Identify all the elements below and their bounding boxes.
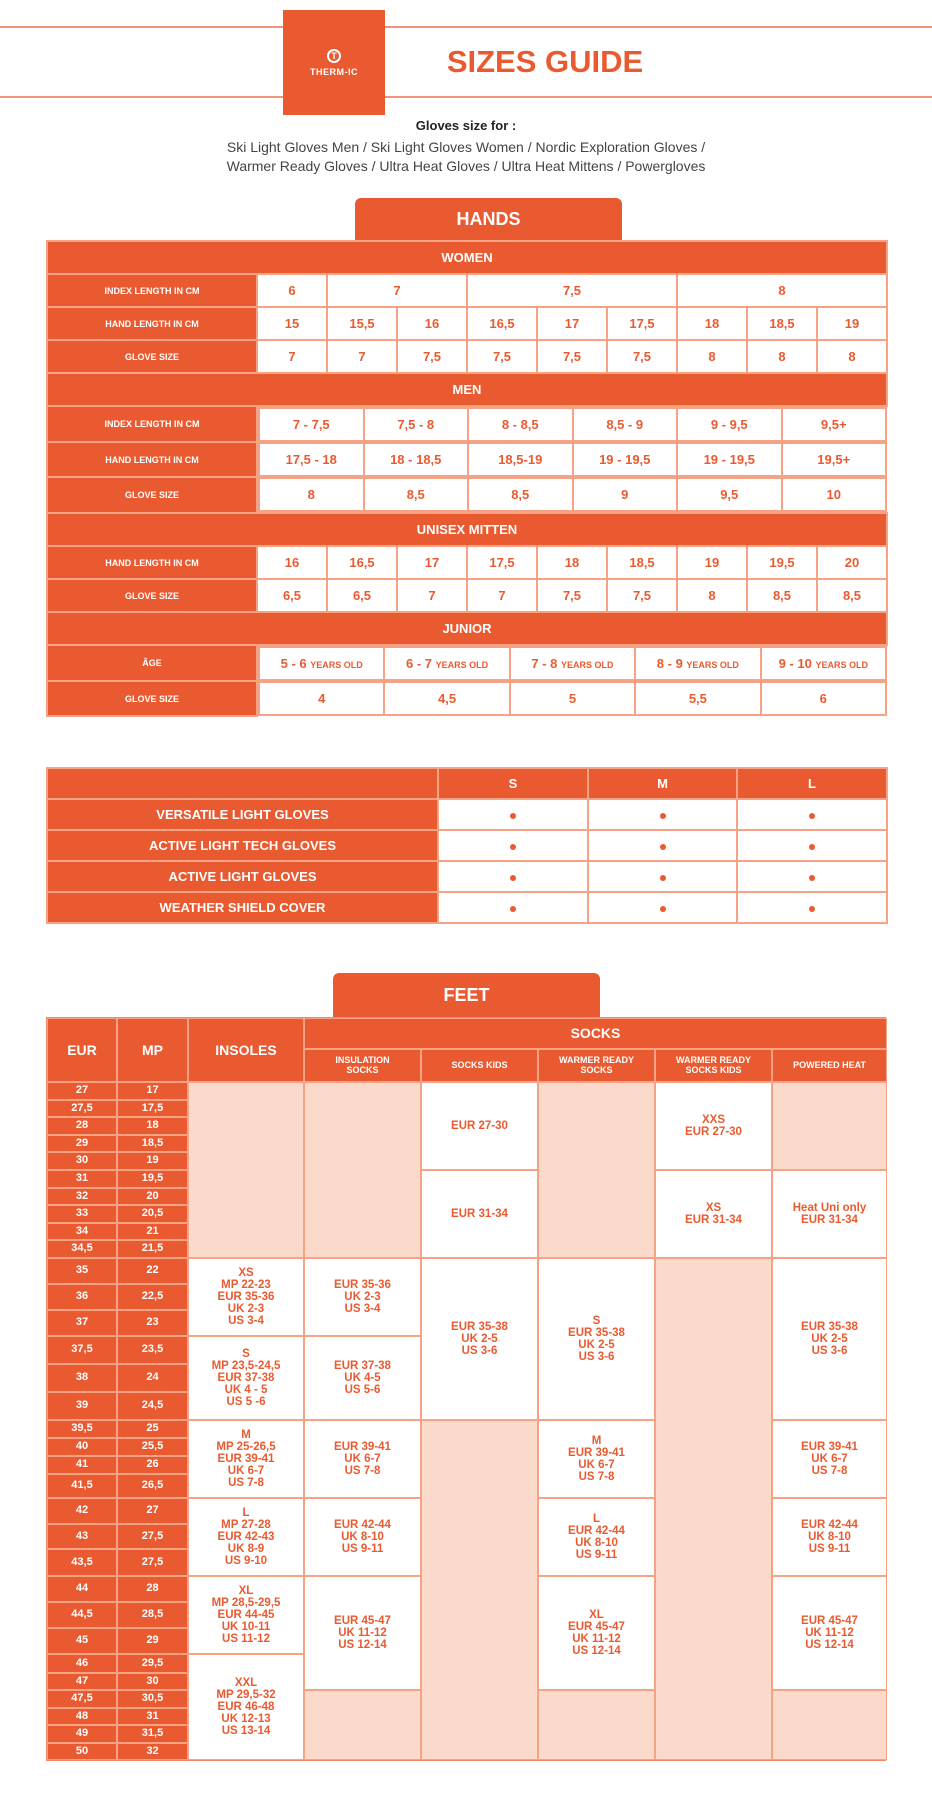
mp-cell: 21,5 [117, 1240, 188, 1258]
cell: 19 - 19,5 [677, 443, 782, 476]
eur-cell: 34,5 [47, 1240, 117, 1258]
eur-cell: 28 [47, 1117, 117, 1135]
mitten-header: UNISEX MITTEN [47, 513, 887, 546]
row-label: GLOVE SIZE [47, 579, 257, 612]
mp-cell: 25 [117, 1420, 188, 1438]
mp-cell: 32 [117, 1743, 188, 1760]
cell: 18,5 [607, 546, 677, 579]
insole-size-cell: XL MP 28,5-29,5 EUR 44-45 UK 10-11 US 11-12 [188, 1576, 304, 1654]
eur-cell: 47,5 [47, 1690, 117, 1708]
mp-cell: 30 [117, 1673, 188, 1690]
cell: 8 [259, 478, 364, 511]
cell: 8 [677, 340, 747, 373]
insulation-size-cell: EUR 42-44 UK 8-10 US 9-11 [304, 1498, 421, 1576]
mp-cell: 22 [117, 1258, 188, 1284]
glove-models-table [46, 767, 888, 924]
empty-cell [421, 1420, 538, 1760]
cell: 7 - 7,5 [259, 408, 364, 441]
age-range: 6 - 7 [406, 656, 433, 671]
cell: 7 [327, 274, 467, 307]
years-old-label: YEARS OLD [686, 660, 739, 670]
men-row-cells [257, 406, 887, 442]
feet-size-table [46, 1017, 886, 1761]
available-dot-icon [660, 844, 666, 850]
mp-cell: 29,5 [117, 1654, 188, 1673]
insole-size-cell: S MP 23,5-24,5 EUR 37-38 UK 4 - 5 US 5 -6 [188, 1336, 304, 1420]
cell: 8 [817, 340, 887, 373]
women-header: WOMEN [47, 241, 887, 274]
cell: 6,5 [257, 579, 327, 612]
cell: 9,5 [677, 478, 782, 511]
eur-cell: 34 [47, 1223, 117, 1241]
cell: 19 [677, 546, 747, 579]
size-header: M [588, 768, 737, 799]
eur-cell: 37 [47, 1310, 117, 1336]
available-dot-icon [809, 906, 815, 912]
mp-cell: 28 [117, 1576, 188, 1602]
availability-cell [588, 892, 737, 923]
mp-cell: 30,5 [117, 1690, 188, 1708]
eur-cell: 50 [47, 1743, 117, 1760]
availability-cell [438, 861, 588, 892]
eur-cell: 46 [47, 1654, 117, 1673]
cell: 7 [397, 579, 467, 612]
availability-cell [438, 830, 588, 861]
cell: 15,5 [327, 307, 397, 340]
cell: 7,5 [607, 340, 677, 373]
insole-size-cell: XXL MP 29,5-32 EUR 46-48 UK 12-13 US 13-14 [188, 1654, 304, 1760]
men-row-cells [257, 442, 887, 477]
model-name: WEATHER SHIELD COVER [47, 892, 438, 923]
eur-cell: 31 [47, 1170, 117, 1188]
mp-cell: 18,5 [117, 1135, 188, 1153]
empty-cell [655, 1258, 772, 1760]
products-line-2: Warmer Ready Gloves / Ultra Heat Gloves / Ultra Heat Mittens / Powergloves [226, 158, 706, 174]
cell: 7 [467, 579, 537, 612]
cell: 6 [257, 274, 327, 307]
row-label: GLOVE SIZE [47, 681, 257, 716]
cell: 7,5 [467, 340, 537, 373]
warmer-ready-socks-header: WARMER READY SOCKS [538, 1049, 655, 1082]
age-cell [384, 647, 509, 680]
cell: 19 - 19,5 [573, 443, 678, 476]
cell: 18 - 18,5 [364, 443, 469, 476]
empty-cell [304, 1690, 421, 1760]
age-range: 8 - 9 [656, 656, 683, 671]
row-label: HAND LENGTH IN CM [47, 442, 257, 477]
cell: 17,5 - 18 [259, 443, 364, 476]
model-name: ACTIVE LIGHT TECH GLOVES [47, 830, 438, 861]
cell: 9 - 9,5 [677, 408, 782, 441]
eur-cell: 30 [47, 1152, 117, 1170]
cell: 8 - 8,5 [468, 408, 573, 441]
empty-cell [772, 1690, 887, 1760]
insulation-size-cell: EUR 39-41 UK 6-7 US 7-8 [304, 1420, 421, 1498]
insulation-size-cell: EUR 45-47 UK 11-12 US 12-14 [304, 1576, 421, 1690]
mp-cell: 19 [117, 1152, 188, 1170]
model-name: VERSATILE LIGHT GLOVES [47, 799, 438, 830]
availability-cell [737, 861, 887, 892]
mp-cell: 24,5 [117, 1392, 188, 1420]
available-dot-icon [510, 906, 516, 912]
eur-cell: 38 [47, 1364, 117, 1392]
brand-logo [283, 10, 385, 115]
cell: 8,5 - 9 [573, 408, 678, 441]
socks-kids-cell: EUR 35-38 UK 2-5 US 3-6 [421, 1258, 538, 1420]
cell: 17,5 [467, 546, 537, 579]
socks-kids-cell: EUR 27-30 [421, 1082, 538, 1170]
cell: 6,5 [327, 579, 397, 612]
junior-row-cells [257, 681, 887, 716]
cell: 19,5+ [782, 443, 887, 476]
mp-header: MP [117, 1018, 188, 1082]
eur-cell: 42 [47, 1498, 117, 1524]
insole-size-cell: M MP 25-26,5 EUR 39-41 UK 6-7 US 7-8 [188, 1420, 304, 1498]
cell: 7,5 [537, 579, 607, 612]
age-cell [259, 647, 384, 680]
years-old-label: YEARS OLD [435, 660, 489, 670]
years-old-label: YEARS OLD [815, 660, 868, 670]
cell: 18,5-19 [468, 443, 573, 476]
mp-cell: 28,5 [117, 1602, 188, 1628]
eur-cell: 43,5 [47, 1549, 117, 1576]
cell: 18,5 [747, 307, 817, 340]
warmer-ready-cell: S EUR 35-38 UK 2-5 US 3-6 [538, 1258, 655, 1420]
powered-heat-cell: EUR 39-41 UK 6-7 US 7-8 [772, 1420, 887, 1498]
powered-heat-cell: EUR 35-38 UK 2-5 US 3-6 [772, 1258, 887, 1420]
cell: 7,5 [537, 340, 607, 373]
mp-cell: 21 [117, 1223, 188, 1241]
cell: 18 [677, 307, 747, 340]
model-name: ACTIVE LIGHT GLOVES [47, 861, 438, 892]
eur-cell: 27 [47, 1082, 117, 1100]
row-label: HAND LENGTH IN CM [47, 546, 257, 579]
available-dot-icon [660, 875, 666, 881]
cell: 18 [537, 546, 607, 579]
mp-cell: 27 [117, 1498, 188, 1524]
mp-cell: 31 [117, 1708, 188, 1725]
cell: 16,5 [327, 546, 397, 579]
powered-heat-header: POWERED HEAT [772, 1049, 887, 1082]
available-dot-icon [510, 813, 516, 819]
warmer-kids-cell: XXS EUR 27-30 [655, 1082, 772, 1170]
empty-cell [772, 1082, 887, 1170]
available-dot-icon [809, 844, 815, 850]
availability-cell [588, 799, 737, 830]
brand-name: THERM-IC [310, 66, 358, 77]
mp-cell: 23,5 [117, 1336, 188, 1364]
eur-cell: 33 [47, 1205, 117, 1223]
warmer-ready-cell: L EUR 42-44 UK 8-10 US 9-11 [538, 1498, 655, 1576]
blank-header [47, 768, 438, 799]
cell: 20 [817, 546, 887, 579]
cell: 7,5 [607, 579, 677, 612]
available-dot-icon [660, 813, 666, 819]
cell: 4,5 [384, 682, 509, 715]
age-cell [510, 647, 635, 680]
gloves-for-label: Gloves size for : [415, 118, 517, 133]
available-dot-icon [809, 875, 815, 881]
model-row [47, 861, 887, 892]
cell: 8,5 [747, 579, 817, 612]
cell: 15 [257, 307, 327, 340]
insoles-header: INSOLES [188, 1018, 304, 1082]
men-header: MEN [47, 373, 887, 406]
mp-cell: 19,5 [117, 1170, 188, 1188]
years-old-label: YEARS OLD [561, 660, 614, 670]
row-label: HAND LENGTH IN CM [47, 307, 257, 340]
cell: 8 [677, 274, 887, 307]
warmer-ready-cell: XL EUR 45-47 UK 11-12 US 12-14 [538, 1576, 655, 1690]
age-range: 9 - 10 [778, 656, 812, 671]
cell: 4 [259, 682, 384, 715]
available-dot-icon [809, 813, 815, 819]
cell: 19,5 [747, 546, 817, 579]
mp-cell: 22,5 [117, 1284, 188, 1310]
cell: 16 [397, 307, 467, 340]
hands-size-table [46, 240, 888, 717]
cell: 6 [761, 682, 886, 715]
model-row [47, 892, 887, 923]
mp-cell: 20,5 [117, 1205, 188, 1223]
eur-cell: 35 [47, 1258, 117, 1284]
hands-tab: HANDS [355, 198, 622, 240]
powered-heat-cell: Heat Uni only EUR 31-34 [772, 1170, 887, 1258]
cell: 8,5 [817, 579, 887, 612]
eur-cell: 48 [47, 1708, 117, 1725]
mp-cell: 23 [117, 1310, 188, 1336]
eur-cell: 44,5 [47, 1602, 117, 1628]
eur-cell: 37,5 [47, 1336, 117, 1364]
years-old-label: YEARS OLD [310, 660, 363, 670]
insole-size-cell: L MP 27-28 EUR 42-43 UK 8-9 US 9-10 [188, 1498, 304, 1576]
cell: 8 [747, 340, 817, 373]
mp-cell: 25,5 [117, 1438, 188, 1456]
cell: 16 [257, 546, 327, 579]
cell: 17 [397, 546, 467, 579]
eur-cell: 32 [47, 1188, 117, 1206]
mp-cell: 27,5 [117, 1524, 188, 1549]
mp-cell: 31,5 [117, 1725, 188, 1743]
eur-cell: 45 [47, 1628, 117, 1654]
eur-cell: 44 [47, 1576, 117, 1602]
row-label: INDEX LENGTH IN CM [47, 406, 257, 442]
mp-cell: 17 [117, 1082, 188, 1100]
row-label: GLOVE SIZE [47, 340, 257, 373]
socks-kids-header: SOCKS KIDS [421, 1049, 538, 1082]
feet-tab: FEET [333, 973, 600, 1017]
eur-cell: 36 [47, 1284, 117, 1310]
cell: 16,5 [467, 307, 537, 340]
cell: 10 [782, 478, 887, 511]
availability-cell [588, 861, 737, 892]
eur-cell: 39,5 [47, 1420, 117, 1438]
eur-cell: 40 [47, 1438, 117, 1456]
cell: 8 [677, 579, 747, 612]
empty-cell [188, 1082, 304, 1258]
empty-cell [538, 1082, 655, 1258]
age-cell [761, 647, 886, 680]
mp-cell: 18 [117, 1117, 188, 1135]
mp-cell: 24 [117, 1364, 188, 1392]
row-label: ÂGE [47, 645, 257, 681]
cell: 19 [817, 307, 887, 340]
age-range: 7 - 8 [531, 656, 558, 671]
availability-cell [737, 799, 887, 830]
products-line-1: Ski Light Gloves Men / Ski Light Gloves Women / Nordic Exploration Gloves / [226, 139, 706, 155]
warmer-ready-cell: M EUR 39-41 UK 6-7 US 7-8 [538, 1420, 655, 1498]
eur-header: EUR [47, 1018, 117, 1082]
page-title: SIZES GUIDE [446, 44, 644, 79]
eur-cell: 43 [47, 1524, 117, 1549]
availability-cell [737, 892, 887, 923]
socks-header: SOCKS [304, 1018, 887, 1049]
size-header: S [438, 768, 588, 799]
insulation-size-cell: EUR 37-38 UK 4-5 US 5-6 [304, 1336, 421, 1420]
header-rule-top [0, 26, 932, 28]
availability-cell [438, 799, 588, 830]
junior-row-cells [257, 645, 887, 681]
insulation-socks-header: INSULATION SOCKS [304, 1049, 421, 1082]
availability-cell [438, 892, 588, 923]
cell: 5 [510, 682, 635, 715]
size-header: L [737, 768, 887, 799]
empty-cell [304, 1082, 421, 1258]
age-cell [635, 647, 760, 680]
cell: 8,5 [468, 478, 573, 511]
cell: 9,5+ [782, 408, 887, 441]
cell: 17 [537, 307, 607, 340]
eur-cell: 41 [47, 1456, 117, 1474]
mp-cell: 26 [117, 1456, 188, 1474]
row-label: GLOVE SIZE [47, 477, 257, 513]
cell: 17,5 [607, 307, 677, 340]
available-dot-icon [510, 844, 516, 850]
insulation-size-cell: EUR 35-36 UK 2-3 US 3-4 [304, 1258, 421, 1336]
cell: 5,5 [635, 682, 760, 715]
cell: 9 [573, 478, 678, 511]
socks-kids-cell: EUR 31-34 [421, 1170, 538, 1258]
cell: 7,5 [397, 340, 467, 373]
model-row [47, 830, 887, 861]
mp-cell: 29 [117, 1628, 188, 1654]
eur-cell: 47 [47, 1673, 117, 1690]
model-row [47, 799, 887, 830]
cell: 7,5 [467, 274, 677, 307]
powered-heat-cell: EUR 45-47 UK 11-12 US 12-14 [772, 1576, 887, 1690]
cell: 7 [257, 340, 327, 373]
cell: 7 [327, 340, 397, 373]
available-dot-icon [510, 875, 516, 881]
mp-cell: 17,5 [117, 1100, 188, 1118]
warmer-ready-socks-kids-header: WARMER READY SOCKS KIDS [655, 1049, 772, 1082]
mp-cell: 26,5 [117, 1474, 188, 1498]
insole-size-cell: XS MP 22-23 EUR 35-36 UK 2-3 US 3-4 [188, 1258, 304, 1336]
powered-heat-cell: EUR 42-44 UK 8-10 US 9-11 [772, 1498, 887, 1576]
eur-cell: 39 [47, 1392, 117, 1420]
cell: 8,5 [364, 478, 469, 511]
warmer-kids-cell: XS EUR 31-34 [655, 1170, 772, 1258]
availability-cell [737, 830, 887, 861]
available-dot-icon [660, 906, 666, 912]
row-label: INDEX LENGTH IN CM [47, 274, 257, 307]
men-row-cells [257, 477, 887, 513]
logo-icon: T [327, 49, 341, 63]
eur-cell: 27,5 [47, 1100, 117, 1118]
eur-cell: 41,5 [47, 1474, 117, 1498]
eur-cell: 49 [47, 1725, 117, 1743]
availability-cell [588, 830, 737, 861]
header-rule-bottom [0, 96, 932, 98]
mp-cell: 27,5 [117, 1549, 188, 1576]
mp-cell: 20 [117, 1188, 188, 1206]
eur-cell: 29 [47, 1135, 117, 1153]
empty-cell [538, 1690, 655, 1760]
age-range: 5 - 6 [280, 656, 307, 671]
junior-header: JUNIOR [47, 612, 887, 645]
cell: 7,5 - 8 [364, 408, 469, 441]
